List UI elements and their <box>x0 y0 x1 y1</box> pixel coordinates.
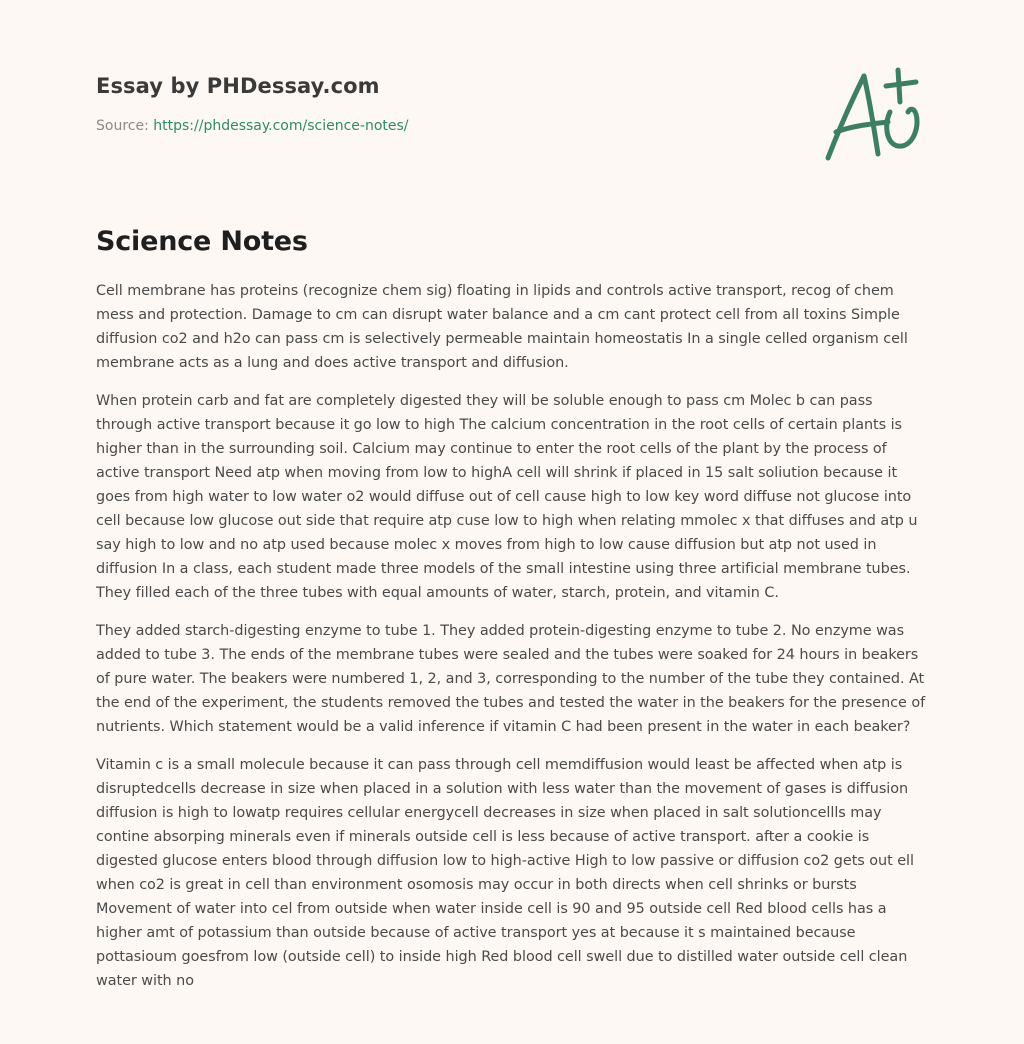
source-label: Source: <box>96 118 149 134</box>
page-header <box>96 74 696 134</box>
article-title: Science Notes <box>96 226 308 257</box>
article-paragraph: Vitamin c is a small molecule because it can pass through cell memdiffusion would least be affected when atp is disruptedcells decrease in size when placed in a solution with less water than the movement of gases is diffusion diffusion is high to lowatp requires cellular energycell decreases in size when placed in salt solutioncellls may contine absorping minerals even if minerals outside cell is less because of active transport. after a cookie is digested glucose enters blood through diffusion low to high-active High to low passive or diffusion co2 gets out ell when co2 is great in cell than environment osomosis may occur in both directs when cell shrinks or bursts Movement of water into cel from outside when water inside cell is 90 and 95 outside cell Red blood cells has a higher amt of potassium than outside because of active transport yes at because it s maintained because pottasioum goesfrom low (outside cell) to inside high Red blood cell swell due to distilled water outside cell clean water with no <box>96 757 914 989</box>
a-plus-grade-icon <box>818 62 930 166</box>
article-paragraph: Cell membrane has proteins (recognize chem sig) floating in lipids and controls active transport, recog of chem mess and protection. Damage to cm can disrupt water balance and a cm cant protect cell from all toxins Simple diffusion co2 and h2o can pass cm is selectively permeable maintain homeostatis In a single celled organism cell membrane acts as a lung and does active transport and diffusion. <box>96 283 908 371</box>
article-paragraph: When protein carb and fat are completely digested they will be soluble enough to pass cm Molec b can pass through active transport because it go low to high The calcium concentration in the root cells of certain plants is higher than in the surrounding soil. Calcium may continue to enter the root cells of the plant by the process of active transport Need atp when moving from low to highA cell will shrink if placed in 15 salt soliution because it goes from high water to low water o2 would diffuse out of cell cause high to low key word diffuse not glucose into cell because low glucose out side that require atp cuse low to high when relating mmolec x that diffuses and atp u say high to low and no atp used because molec x moves from high to low cause diffusion but atp not used in diffusion In a class, each student made three models of the small intestine using three artificial membrane tubes. They filled each of the three tubes with equal amounts of water, starch, protein, and vitamin C. <box>96 393 918 601</box>
source-line <box>96 118 696 134</box>
source-link[interactable]: https://phdessay.com/science-notes/ <box>153 118 409 134</box>
article <box>96 226 930 1007</box>
article-paragraph: They added starch-digesting enzyme to tube 1. They added protein-digesting enzyme to tube 2. No enzyme was added to tube 3. The ends of the membrane tubes were sealed and the tubes were soaked for 24 hours in beakers of pure water. The beakers were numbered 1, 2, and 3, corresponding to the number of the tube they contained. At the end of the experiment, the students removed the tubes and tested the water in the beakers for the presence of nutrients. Which statement would be a valid inference if vitamin C had been present in the water in each beaker? <box>96 623 926 735</box>
site-title: Essay by PHDessay.com <box>96 74 380 98</box>
